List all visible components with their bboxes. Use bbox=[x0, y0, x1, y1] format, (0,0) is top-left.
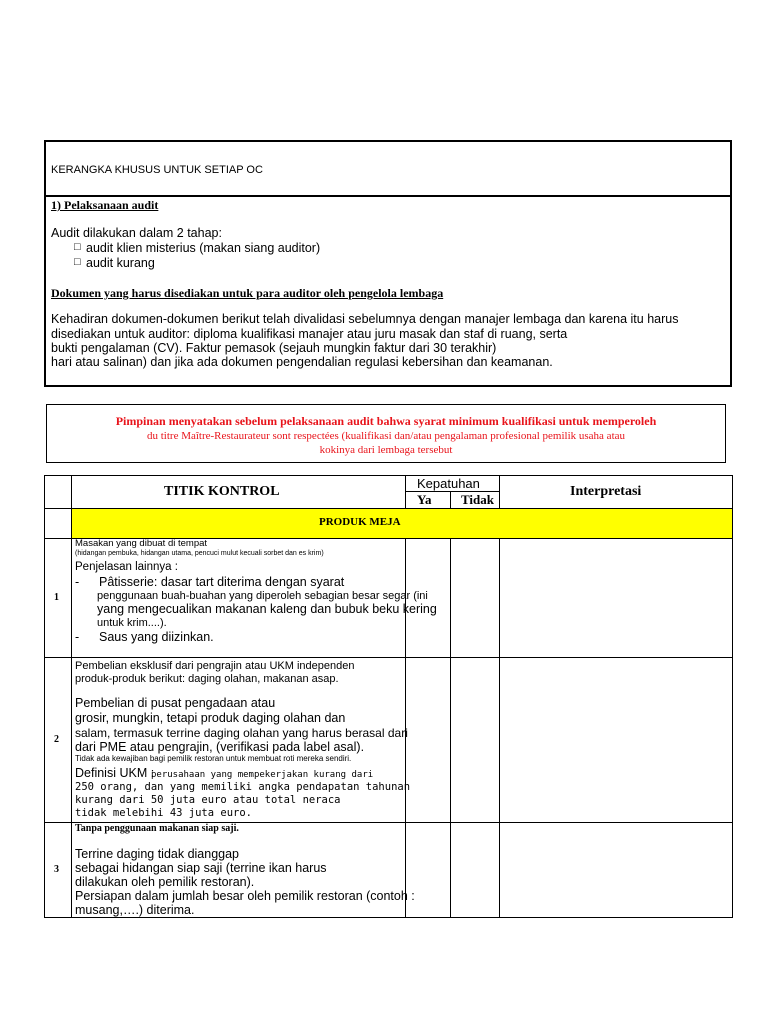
notice-box bbox=[46, 404, 726, 463]
row-number: 1 bbox=[54, 592, 59, 603]
documents-line: bukti pengalaman (CV). Faktur pemasok (sejauh mungkin faktur dari 30 terakhir) bbox=[51, 341, 497, 355]
row-line: Pembelian eksklusif dari pengrajin atau UKM independen bbox=[75, 660, 355, 672]
row-line: Pâtisserie: dasar tart diterima dengan syarat bbox=[99, 575, 345, 589]
row-line: musang,….) diterima. bbox=[75, 903, 195, 917]
row-line: untuk krim....). bbox=[97, 617, 167, 629]
row-line: dilakukan oleh pemilik restoran). bbox=[75, 875, 255, 889]
row-line: Persiapan dalam jumlah besar oleh pemilik restoran (contoh : bbox=[75, 889, 415, 903]
row-line: kurang dari 50 juta euro atau total neraca bbox=[75, 794, 341, 806]
row-dash: - bbox=[75, 575, 80, 589]
notice-line: du titre Maître-Restaurateur sont respectées (kualifikasi dan/atau pengalaman profesional pemilik usaha atau bbox=[146, 430, 626, 442]
yes-header: Ya bbox=[417, 492, 432, 507]
row-line: Tidak ada kewajiban bagi pemilik restoran untuk membuat roti mereka sendiri. bbox=[75, 754, 352, 763]
no-header: Tidak bbox=[461, 492, 495, 507]
notice-line: Pimpinan menyatakan sebelum pelaksanaan audit bahwa syarat minimum kualifikasi untuk memperoleh bbox=[115, 414, 657, 428]
section-heading: 1) Pelaksanaan audit bbox=[51, 198, 159, 212]
documents-line: disediakan untuk auditor: diploma kualifikasi manajer atau juru masak dan staf di ruang, serta bbox=[51, 327, 568, 341]
row-line: grosir, mungkin, tetapi produk daging olahan dan bbox=[75, 711, 346, 725]
row-line: perusahaan yang mempekerjakan kurang dari bbox=[151, 770, 374, 780]
row-line: tidak melebihi 43 juta euro. bbox=[75, 807, 253, 819]
documents-line: hari atau salinan) dan jika ada dokumen pengendalian regulasi kebersihan dan keamanan. bbox=[51, 355, 553, 369]
row-line: 250 orang, dan yang memiliki angka pendapatan tahunan bbox=[75, 781, 411, 793]
control-point-header: TITIK KONTROL bbox=[164, 484, 280, 499]
row-number: 2 bbox=[54, 734, 59, 745]
checkbox-icon: □ bbox=[74, 241, 81, 253]
documents-line: Kehadiran dokumen-dokumen berikut telah divalidasi sebelumnya dengan manajer lembaga dan karena itu harus bbox=[51, 312, 679, 326]
row-line: salam, termasuk terrine daging olahan yang harus berasal dari bbox=[75, 726, 408, 740]
section-label: PRODUK MEJA bbox=[319, 516, 401, 528]
row-dash: - bbox=[75, 630, 80, 644]
row-line: Penjelasan lainnya : bbox=[75, 561, 178, 573]
row-line: produk-produk berikut: daging olahan, makanan asap. bbox=[75, 673, 339, 685]
interpretation-header: Interpretasi bbox=[570, 484, 642, 499]
compliance-header: Kepatuhan bbox=[417, 476, 480, 491]
row-line: Definisi UKM : bbox=[75, 766, 155, 780]
row-line: penggunaan buah-buahan yang diperoleh sebagian besar segar (ini bbox=[97, 590, 428, 602]
row-line: Pembelian di pusat pengadaan atau bbox=[75, 696, 276, 710]
control-table bbox=[44, 475, 733, 918]
row-line: Tanpa penggunaan makanan siap saji. bbox=[75, 823, 239, 834]
row-line: yang mengecualikan makanan kaleng dan bubuk beku kering bbox=[97, 602, 437, 616]
row-line: Terrine daging tidak dianggap bbox=[75, 847, 240, 861]
row-number: 3 bbox=[54, 864, 59, 875]
row-line: dari PME atau pengrajin, (verifikasi pada label asal). bbox=[75, 740, 365, 754]
section-band bbox=[72, 508, 733, 538]
audit-item: audit klien misterius (makan siang auditor) bbox=[86, 241, 321, 255]
row-line: (hidangan pembuka, hidangan utama, pencuci mulut kecuali sorbet dan es krim) bbox=[75, 550, 324, 557]
audit-item: audit kurang bbox=[86, 256, 155, 270]
framework-box bbox=[44, 140, 732, 387]
documents-heading: Dokumen yang harus disediakan untuk para auditor oleh pengelola lembaga bbox=[51, 286, 444, 300]
framework-header bbox=[46, 142, 730, 197]
row-line: Saus yang diizinkan. bbox=[99, 630, 214, 644]
checkbox-icon: □ bbox=[74, 256, 81, 268]
row-line: sebagai hidangan siap saji (terrine ikan harus bbox=[75, 861, 327, 875]
notice-line: kokinya dari lembaga tersebut bbox=[319, 444, 453, 456]
row-line: Masakan yang dibuat di tempat bbox=[75, 538, 208, 549]
audit-intro: Audit dilakukan dalam 2 tahap: bbox=[51, 226, 222, 240]
framework-title: KERANGKA KHUSUS UNTUK SETIAP OC bbox=[51, 164, 263, 176]
